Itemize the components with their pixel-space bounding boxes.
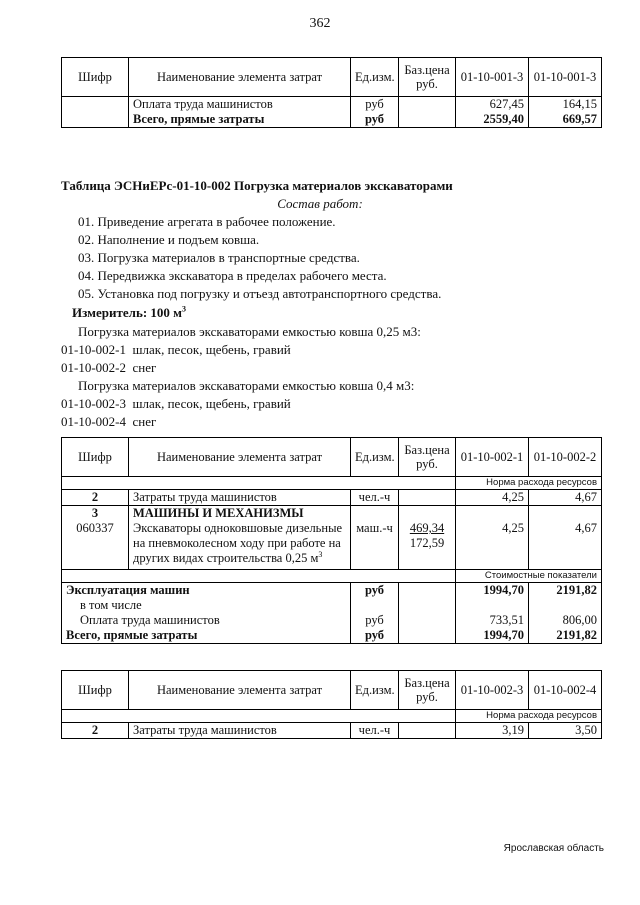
header-code: Шифр [62, 58, 129, 97]
header-col1: 01-10-002-3 [456, 671, 529, 710]
row-unit: руб [351, 628, 399, 644]
row-unit: маш.-ч [351, 521, 399, 570]
row-value-1: 3,19 [456, 723, 529, 739]
section-title: Таблица ЭСНиЕРс-01-10-002 Погрузка материалов экскаваторами [61, 178, 453, 193]
row-value-1: 1994,70 [456, 628, 529, 644]
header-col1: 01-10-002-1 [456, 438, 529, 477]
header-col1: 01-10-001-3 [456, 58, 529, 97]
footer-region: Ярославская область [503, 843, 604, 854]
norma-row [62, 477, 602, 490]
row-unit: чел.-ч [351, 490, 399, 506]
table-row-total [62, 628, 602, 644]
machines-title: МАШИНЫ И МЕХАНИЗМЫ [129, 506, 351, 522]
row-name: Эксплуатация машин [62, 583, 351, 599]
row-name: Оплата труда машинистов [129, 97, 351, 113]
row-value-1: 4,25 [456, 490, 529, 506]
row-value-2: 669,57 [529, 112, 602, 128]
header-code: Шифр [62, 438, 129, 477]
work-composition-heading: Состав работ: [277, 196, 363, 211]
row-value-2: 164,15 [529, 97, 602, 113]
header-col2: 01-10-002-2 [529, 438, 602, 477]
work-step: 05. Установка под погрузку и отъезд автотранспортного средства. [78, 286, 442, 301]
cost-table-01-10-002-b [61, 670, 602, 739]
table-header-row [62, 671, 602, 710]
header-price: Баз.цена руб. [399, 58, 456, 97]
table-row [62, 598, 602, 613]
row-value-1: 2559,40 [456, 112, 529, 128]
row-unit: чел.-ч [351, 723, 399, 739]
row-name: Оплата труда машинистов [62, 613, 351, 628]
item-row: 01-10-002-4 снег [61, 414, 157, 429]
work-step: 02. Наполнение и подъем ковша. [78, 232, 260, 247]
row-value-1: 4,25 [456, 521, 529, 570]
header-col2: 01-10-001-3 [529, 58, 602, 97]
group-heading-1: Погрузка материалов экскаваторами емкостью ковша 0,25 м3: [78, 324, 421, 339]
row-value-2: 4,67 [529, 490, 602, 506]
header-name: Наименование элемента затрат [129, 671, 351, 710]
cost-table-01-10-002-a [61, 437, 602, 644]
item-row: 01-10-002-1 шлак, песок, щебень, гравий [61, 342, 291, 357]
item-row: 01-10-002-2 снег [61, 360, 157, 375]
row-value-1: 1994,70 [456, 583, 529, 599]
group-heading-2: Погрузка материалов экскаваторами емкостью ковша 0,4 м3: [78, 378, 415, 393]
row-name: Затраты труда машинистов [129, 723, 351, 739]
table-row [62, 490, 602, 506]
table-row-machines [62, 506, 602, 522]
row-code: 3 [62, 506, 129, 522]
row-value-2: 2191,82 [529, 628, 602, 644]
table-row-total [62, 112, 602, 128]
norma-label: Норма расхода ресурсов [456, 477, 602, 490]
table-header-row [62, 58, 602, 97]
row-unit: руб [351, 583, 399, 599]
row-name: в том числе [62, 598, 351, 613]
row-unit: руб [351, 613, 399, 628]
table-header-row [62, 438, 602, 477]
table-row [62, 613, 602, 628]
cost-table-01-10-001 [61, 57, 602, 128]
row-value-1: 627,45 [456, 97, 529, 113]
row-value-2: 2191,82 [529, 583, 602, 599]
row-code: 2 [62, 723, 129, 739]
table-row [62, 583, 602, 599]
norma-row [62, 710, 602, 723]
header-unit: Ед.изм. [351, 438, 399, 477]
row-price: 469,34 172,59 [399, 521, 456, 570]
page-number: 362 [309, 16, 331, 31]
work-step: 04. Передвижка экскаватора в пределах рабочего места. [78, 268, 387, 283]
row-value-1: 733,51 [456, 613, 529, 628]
row-value-2: 3,50 [529, 723, 602, 739]
meter-label: Измеритель: 100 $м^3$ [72, 304, 187, 320]
cost-header-label: Стоимостные показатели [456, 570, 602, 583]
header-code: Шифр [62, 671, 129, 710]
row-name: Всего, прямые затраты [129, 112, 351, 128]
header-unit: Ед.изм. [351, 58, 399, 97]
header-unit: Ед.изм. [351, 671, 399, 710]
row-code: 060337 [62, 521, 129, 570]
work-step: 01. Приведение агрегата в рабочее положение. [78, 214, 336, 229]
header-price: Баз.цена руб. [399, 438, 456, 477]
row-name: Всего, прямые затраты [62, 628, 351, 644]
header-col2: 01-10-002-4 [529, 671, 602, 710]
row-name: Экскаваторы одноковшовые дизельные на пневмоколесном ходу при работе на других видах строительства 0,25 $м^3$ [129, 521, 351, 570]
row-value-2: 4,67 [529, 521, 602, 570]
row-name: Затраты труда машинистов [129, 490, 351, 506]
table-row [62, 723, 602, 739]
row-unit: руб [351, 97, 399, 113]
cost-header-row [62, 570, 602, 583]
row-value-2: 806,00 [529, 613, 602, 628]
work-steps [78, 213, 441, 303]
header-price: Баз.цена руб. [399, 671, 456, 710]
row-unit: руб [351, 112, 399, 128]
table-row [62, 97, 602, 113]
item-row: 01-10-002-3 шлак, песок, щебень, гравий [61, 396, 291, 411]
work-step: 03. Погрузка материалов в транспортные средства. [78, 250, 360, 265]
norma-label: Норма расхода ресурсов [456, 710, 602, 723]
row-code: 2 [62, 490, 129, 506]
header-name: Наименование элемента затрат [129, 438, 351, 477]
header-name: Наименование элемента затрат [129, 58, 351, 97]
table-row [62, 521, 602, 570]
